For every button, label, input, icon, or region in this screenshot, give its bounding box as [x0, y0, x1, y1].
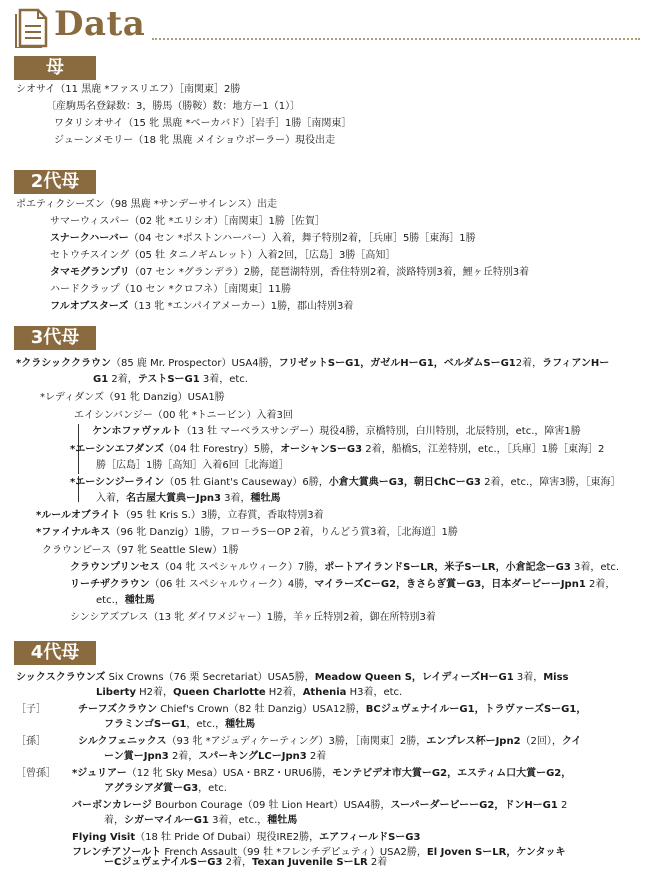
g4dam-line: ーCジュヴェナイルSーG3 2着，Texan Juvenile SーLR 2着 [104, 857, 388, 868]
generation-tag-grandchild: ［孫］ [16, 736, 46, 747]
gdam-line: スナークハーバー（04 セン *ポストンハーバー）入着，舞子特別2着，［兵庫］5勝［東海］1勝 [50, 233, 476, 244]
g3dam-line: *ルールオブライト（95 牡 Kris S.）3勝，立春賞，香取特別3着 [36, 510, 324, 521]
g4dam-line: 着，シガーマイルーG1 3着，etc.，種牡馬 [104, 815, 298, 826]
generation-tag-child: ［子］ [16, 704, 46, 715]
page-title: Data [54, 4, 146, 44]
section-3rd-dam-heading: 3代母 [14, 326, 96, 350]
section-dam-heading: 母 [14, 56, 96, 80]
g4dam-line: フレンチアソールト French Assault（99 牡 *フレンチデピュティ）USA2勝，El Joven SーLR，ケンタッキ [72, 847, 566, 858]
g4dam-line: Flying Visit（18 牡 Pride Of Dubai）現役IRE2勝，エアフィールドSーG3 [72, 832, 421, 843]
g4dam-line: シックスクラウンズ Six Crowns（76 栗 Secretariat）USA5勝，Meadow Queen S，レイディーズHーG1 3着，Miss [16, 672, 569, 683]
gdam-line: ポエティクシーズン（98 黒鹿 *サンデーサイレンス）出走 [16, 199, 278, 210]
gdam-line: サマーウィスパー（02 牝 *エリシオ）［南関東］1勝［佐賀］ [50, 216, 325, 227]
g3dam-line: リーチザクラウン（06 牡 スペシャルウィーク）4勝，マイラーズCーG2，きさらぎ賞ーG3，日本ダービーーJpn1 2着， [70, 579, 616, 590]
g4dam-line: *ジュリアー（12 牝 Sky Mesa）USA・BRZ・URU6勝，モンテビデオ市大賞ーG2，エスティム口大賞ーG2， [72, 768, 572, 779]
g4dam-line: アグラシアダ賞ーG3，etc. [104, 783, 227, 794]
section-2nd-dam-heading: 2代母 [14, 170, 96, 194]
g3dam-line: ケンホファヴァルト（13 牡 マーベラスサンデー）現役4勝，京橋特別，白川特別，北辰特別，etc.，障害1勝 [92, 426, 581, 437]
document-icon [14, 8, 48, 48]
g3dam-line: etc.，種牡馬 [96, 595, 155, 606]
g3dam-line: シンシアズブレス（13 牝 ダイワメジャー）1勝，羊ヶ丘特別2着，御在所特別3着 [70, 612, 436, 623]
g3dam-line: 勝［広島］1勝［高知］入着6回［北海道］ [96, 460, 289, 471]
dam-line: ジューンメモリー（18 牝 黒鹿 メイショウボーラー）現役出走 [54, 135, 336, 146]
page-header [14, 6, 640, 50]
g4dam-line: シルクフェニックス（93 牝 *アジュディケーティング）3勝，［南関東］2勝，エンプレス杯ーJpn2（2回），クイ [78, 736, 582, 747]
g4dam-line: バーボンカレージ Bourbon Courage（09 牡 Lion Heart）USA4勝，スーパーダービーーG2，ドンHーG1 2 [72, 800, 568, 811]
g4dam-line: チーフズクラウン Chief's Crown（82 牡 Danzig）USA12勝，BCジュヴェナイルーG1，トラヴァーズSーG1， [78, 704, 587, 715]
g3dam-line: *エーシンジーライン（05 牡 Giant's Causeway）6勝，小倉大賞典ーG3，朝日ChCーG3 2着，etc.，障害3勝，［東海］ [70, 477, 621, 488]
section-4th-dam-heading: 4代母 [14, 641, 96, 665]
g3dam-line: クラウンプリンセス（04 牝 スペシャルウィーク）7勝，ポートアイランドSーLR，米子SーLR，小倉記念ーG3 3着，etc. [70, 562, 620, 573]
title-divider [152, 38, 640, 40]
g4dam-line: フラミンゴSーG1，etc.，種牡馬 [104, 719, 256, 730]
dam-line: シオサイ（11 黒鹿 *ファスリエフ）［南関東］2勝 [16, 84, 241, 95]
g4dam-line: Liberty H2着，Queen Charlotte H2着，Athenia H3着，etc. [96, 687, 403, 698]
g3dam-line: *レディダンズ（91 牝 Danzig）USA1勝 [40, 392, 225, 403]
gdam-line: タマモグランプリ（07 セン *グランデラ）2勝，琵琶湖特別，香住特別2着，淡路特別3着，鯉ヶ丘特別3着 [50, 267, 530, 278]
generation-tag-great-grandchild: ［曾孫］ [16, 768, 56, 779]
g3dam-line: *ファイナルキス（96 牝 Danzig）1勝，フローラSーOP 2着，りんどう賞3着，［北海道］1勝 [36, 527, 458, 538]
g3dam-line: *クラシッククラウン（85 鹿 Mr. Prospector）USA4勝，フリゼットSーG1，ガゼルHーG1，ベルダムSーG12着，ラフィアンHー [16, 358, 610, 369]
dam-line: 〔産駒馬名登録数：3，勝馬（勝鞍）数：地方ー1（1）〕 [46, 101, 301, 112]
gdam-line: ハードクラップ（10 セン *クロフネ）［南関東］11勝 [50, 284, 292, 295]
dam-line: ワタリシオサイ（15 牝 黒鹿 *ベーカバド）［岩手］1勝［南関東］ [54, 118, 352, 129]
g3dam-line: *エーシンエフダンズ（04 牡 Forestry）5勝，オーシャンSーG3 2着，船橋S，江差特別，etc.，［兵庫］1勝［東海］2 [70, 444, 605, 455]
gdam-line: セトウチスイング（05 牡 タニノギムレット）入着2回，［広島］3勝［高知］ [50, 250, 396, 261]
gdam-line: フルオブスターズ（13 牝 *エンパイアメーカー）1勝，郡山特別3着 [50, 301, 354, 312]
g4dam-line: ーン賞ーJpn3 2着，スパーキングLCーJpn3 2着 [104, 751, 327, 762]
g3dam-line: クラウンピース（97 牝 Seattle Slew）1勝 [42, 545, 239, 556]
g3dam-line: エイシンバンジー（00 牝 *トニービン）入着3回 [74, 410, 293, 421]
g3dam-line: 入着，名古屋大賞典ーJpn3 3着，種牡馬 [96, 493, 281, 504]
g3dam-line: G1 2着，テストSーG1 3着，etc. [93, 374, 248, 385]
